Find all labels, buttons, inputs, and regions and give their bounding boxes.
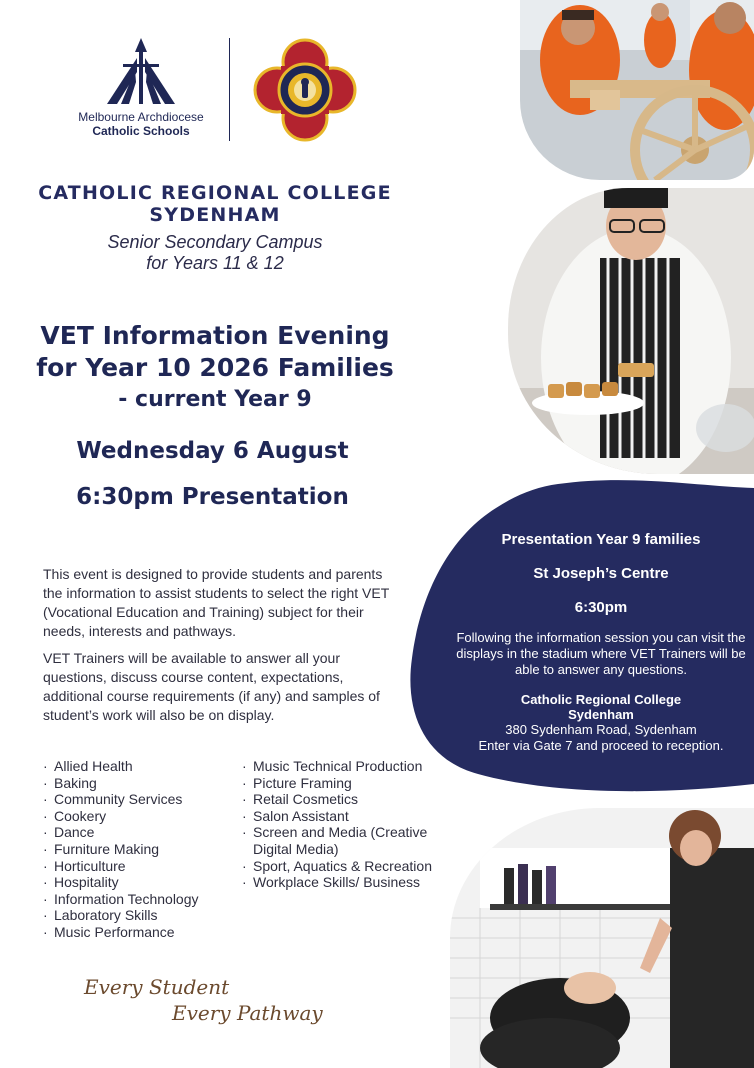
event-time: 6:30pm Presentation [76, 484, 349, 510]
info-location: St Joseph’s Centre [533, 565, 669, 582]
macs-name-line1: Melbourne Archdiocese [78, 110, 204, 124]
list-item: · Hospitality [43, 874, 243, 891]
college-name-line2: SYDENHAM [149, 204, 281, 226]
event-title-line3: - current Year 9 [118, 387, 312, 412]
info-box [448, 530, 754, 754]
chef-image [508, 188, 754, 474]
tagline-line2: Every Pathway [172, 1001, 323, 1025]
list-item: · Music Technical Production [242, 758, 432, 775]
list-item: · Retail Cosmetics [242, 791, 432, 808]
list-item: · Information Technology [43, 891, 243, 908]
description-paragraph-1: This event is designed to provide students and parents the information to assist students to select the right VET (Vocational Education and Training) subject for their needs, interests and pathways. [43, 566, 390, 639]
list-item: · Picture Framing [242, 775, 432, 792]
event-description [43, 565, 393, 733]
campus-line1: Senior Secondary Campus [107, 232, 323, 252]
list-item: · Sport, Aquatics & Recreation [242, 858, 432, 875]
info-venue-line1: Catholic Regional College [520, 692, 682, 707]
list-item: · Horticulture [43, 858, 243, 875]
college-crest [253, 38, 357, 142]
info-heading: Presentation Year 9 families [501, 531, 701, 548]
list-item: · Cookery [43, 808, 243, 825]
list-item: · Music Performance [43, 924, 243, 941]
macs-name-line2: Catholic Schools [92, 124, 190, 138]
list-item: · Dance [43, 824, 243, 841]
list-item: · Workplace Skills/ Business [242, 874, 432, 891]
event-title-line1: VET Information Evening [40, 321, 390, 350]
list-item: · Laboratory Skills [43, 907, 243, 924]
college-name [30, 182, 400, 226]
info-address: 380 Sydenham Road, Sydenham [505, 722, 697, 737]
tagline [80, 970, 350, 1030]
event-title [10, 320, 420, 416]
campus-line2: for Years 11 & 12 [146, 253, 284, 273]
description-paragraph-2: VET Trainers will be available to answer all your questions, discuss course content, expectations, additional course requirements (if any) and samples of student’s work will also be on display. [43, 650, 380, 723]
college-crest-icon [253, 38, 357, 142]
subject-list-column-1 [43, 758, 243, 941]
event-date: Wednesday 6 August [76, 438, 349, 464]
list-item: · Salon Assistant [242, 808, 432, 825]
salon-image [450, 808, 754, 1068]
carpentry-image [520, 0, 754, 180]
list-item: · Baking [43, 775, 243, 792]
info-time: 6:30pm [574, 599, 628, 616]
campus-subtitle [30, 232, 400, 274]
info-venue-line2: Sydenham [568, 707, 634, 722]
tagline-line1: Every Student [84, 975, 230, 999]
info-entry: Enter via Gate 7 and proceed to reception. [478, 738, 724, 753]
college-name-line1: CATHOLIC REGIONAL COLLEGE [38, 182, 392, 204]
info-body: Following the information session you can visit the displays in the stadium where VET Trainers will be able to answer any questions. [456, 630, 746, 677]
list-item: · Allied Health [43, 758, 243, 775]
photo-carpentry-students [520, 0, 754, 180]
list-item: · Furniture Making [43, 841, 243, 858]
logo-divider [229, 38, 230, 141]
photo-chef-student [508, 188, 754, 474]
macs-emblem-icon [101, 36, 181, 106]
macs-logo [66, 36, 216, 148]
event-title-line2: for Year 10 2026 Families [36, 353, 394, 382]
list-item: · Community Services [43, 791, 243, 808]
subject-list-column-2 [242, 758, 432, 891]
list-item: · Screen and Media (Creative Digital Media) [242, 824, 432, 857]
photo-salon-students [450, 808, 754, 1068]
